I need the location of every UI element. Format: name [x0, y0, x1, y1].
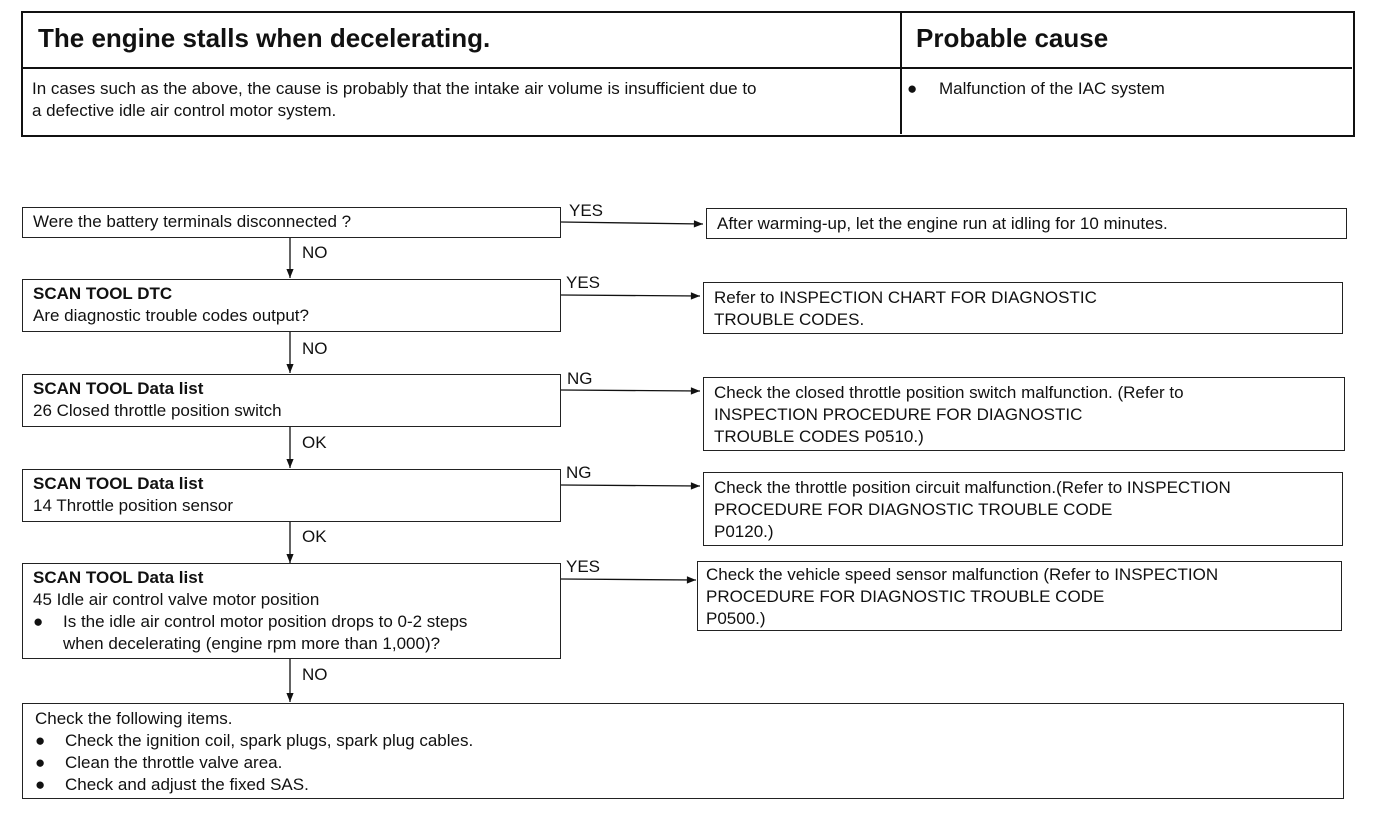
bullet-icon: ●	[907, 79, 918, 98]
final-item	[35, 774, 1343, 796]
result-line: INSPECTION PROCEDURE FOR DIAGNOSTIC	[714, 405, 1083, 424]
result-box-closed-throttle	[703, 377, 1345, 451]
yes-arrow	[561, 579, 696, 580]
result-line: Check the vehicle speed sensor malfunction (Refer to INSPECTION	[706, 565, 1219, 584]
bullet-continuation: when decelerating (engine rpm more than 1,000)?	[63, 634, 441, 653]
result-line: After warming-up, let the engine run at idling for 10 minutes.	[717, 214, 1168, 233]
decision-heading: SCAN TOOL Data list	[33, 379, 204, 398]
final-item	[35, 730, 1343, 752]
description-line: a defective idle air control motor system.	[32, 101, 337, 120]
result-box-dtc	[703, 282, 1343, 334]
final-item-text: Check the ignition coil, spark plugs, spark plug cables.	[65, 731, 474, 750]
result-line: Check the throttle position circuit malfunction.(Refer to INSPECTION	[714, 478, 1231, 497]
final-item	[35, 752, 1343, 774]
final-intro: Check the following items.	[35, 709, 233, 728]
bullet-icon: ●	[35, 775, 46, 794]
probable-cause-title: Probable cause	[916, 23, 1109, 53]
ng-label: NG	[566, 463, 592, 482]
result-line: Refer to INSPECTION CHART FOR DIAGNOSTIC	[714, 288, 1097, 307]
yes-label: YES	[566, 557, 601, 576]
decision-question: Are diagnostic trouble codes output?	[33, 306, 309, 325]
final-check-box	[22, 703, 1344, 799]
bullet-icon: ●	[35, 731, 46, 750]
final-item-text: Clean the throttle valve area.	[65, 753, 283, 772]
result-box-vss	[697, 561, 1342, 631]
yes-arrow	[561, 295, 700, 296]
description-line: In cases such as the above, the cause is probably that the intake air volume is insufficient due to	[32, 79, 757, 98]
result-box-tps	[703, 472, 1343, 546]
ng-arrow	[561, 485, 700, 486]
no-label: NO	[302, 339, 328, 358]
decision-box-dtc	[22, 279, 561, 332]
decision-heading: SCAN TOOL Data list	[33, 568, 204, 587]
result-line: P0120.)	[714, 522, 774, 541]
decision-question: Were the battery terminals disconnected ?	[33, 212, 352, 231]
ng-label: NG	[567, 369, 593, 388]
bullet-icon: ●	[33, 612, 44, 631]
bullet-icon: ●	[35, 753, 46, 772]
final-item-text: Check and adjust the fixed SAS.	[65, 775, 309, 794]
result-line: Check the closed throttle position switch malfunction. (Refer to	[714, 383, 1184, 402]
yes-label: YES	[569, 201, 604, 220]
ng-arrow	[561, 390, 700, 391]
probable-cause-item: Malfunction of the IAC system	[939, 79, 1165, 98]
decision-box-tps	[22, 469, 561, 522]
result-line: P0500.)	[706, 609, 766, 628]
decision-bullet	[33, 611, 560, 633]
ok-label: OK	[302, 527, 327, 546]
result-line: TROUBLE CODES P0510.)	[714, 427, 924, 446]
no-label: NO	[302, 665, 328, 684]
result-line: TROUBLE CODES.	[714, 310, 865, 329]
decision-box-iac	[22, 563, 561, 659]
page-title: The engine stalls when decelerating.	[38, 23, 491, 53]
result-box-warmup	[706, 208, 1347, 239]
decision-question: 26 Closed throttle position switch	[33, 401, 282, 420]
result-line: PROCEDURE FOR DIAGNOSTIC TROUBLE CODE	[714, 500, 1113, 519]
result-line: PROCEDURE FOR DIAGNOSTIC TROUBLE CODE	[706, 587, 1105, 606]
decision-box-battery	[22, 207, 561, 238]
ok-label: OK	[302, 433, 327, 452]
yes-arrow	[561, 222, 703, 224]
decision-heading: SCAN TOOL DTC	[33, 284, 173, 303]
no-label: NO	[302, 243, 328, 262]
decision-heading: SCAN TOOL Data list	[33, 474, 204, 493]
decision-question: 45 Idle air control valve motor position	[33, 590, 320, 609]
bullet-line: Is the idle air control motor position drops to 0-2 steps	[63, 612, 468, 631]
yes-label: YES	[566, 273, 601, 292]
decision-box-closed-throttle	[22, 374, 561, 427]
decision-question: 14 Throttle position sensor	[33, 496, 234, 515]
